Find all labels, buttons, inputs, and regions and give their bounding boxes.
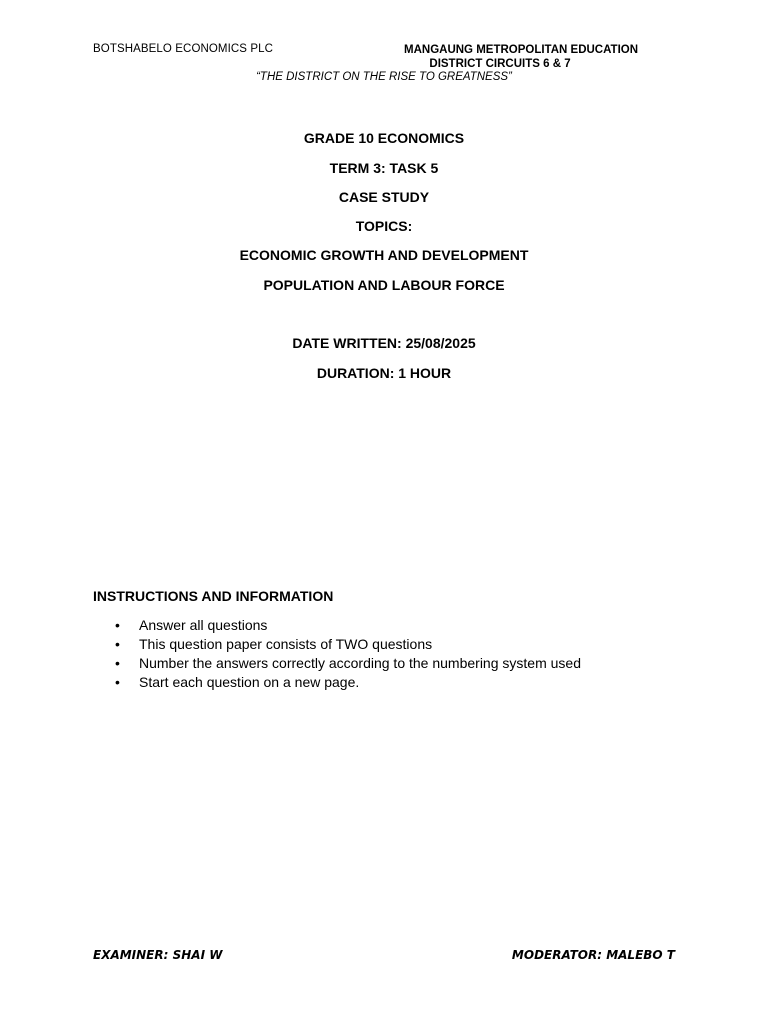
instruction-text: Start each question on a new page.	[139, 674, 360, 690]
district-circuits: DISTRICT CIRCUITS 6 & 7	[429, 58, 571, 70]
list-item	[93, 616, 581, 635]
instruction-text: Answer all questions	[139, 617, 268, 633]
district-name: MANGAUNG METROPOLITAN EDUCATION	[404, 44, 639, 56]
grade-title: GRADE 10 ECONOMICS	[303, 130, 465, 146]
instructions-list	[93, 616, 581, 692]
topic-1: ECONOMIC GROWTH AND DEVELOPMENT	[239, 247, 529, 263]
list-item	[93, 635, 581, 654]
duration: DURATION: 1 HOUR	[316, 365, 452, 381]
bullet-icon: •	[115, 674, 120, 690]
school-name: BOTSHABELO ECONOMICS PLC	[93, 43, 274, 55]
district-motto: “THE DISTRICT ON THE RISE TO GREATNESS”	[256, 71, 512, 83]
examiner: EXAMINER: SHAI W	[93, 948, 223, 962]
date-written: DATE WRITTEN: 25/08/2025	[292, 335, 476, 351]
instructions-heading: INSTRUCTIONS AND INFORMATION	[93, 588, 334, 604]
topic-2: POPULATION AND LABOUR FORCE	[263, 277, 505, 293]
topics-label: TOPICS:	[355, 218, 413, 234]
bullet-icon: •	[115, 617, 120, 633]
term-task: TERM 3: TASK 5	[329, 160, 439, 176]
bullet-icon: •	[115, 655, 120, 671]
instruction-text: This question paper consists of TWO questions	[139, 636, 433, 652]
district-header	[404, 43, 638, 71]
moderator: MODERATOR: MALEBO T	[511, 948, 675, 962]
instruction-text: Number the answers correctly according to the numbering system used	[139, 655, 581, 671]
bullet-icon: •	[115, 636, 120, 652]
list-item	[93, 654, 581, 673]
list-item	[93, 673, 581, 692]
task-type: CASE STUDY	[338, 189, 430, 205]
